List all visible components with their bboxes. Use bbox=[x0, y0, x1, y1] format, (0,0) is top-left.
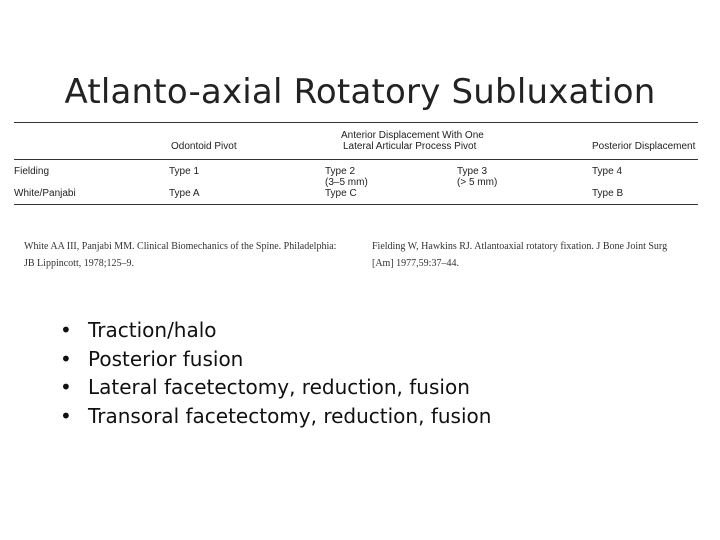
reference-fielding-hawkins bbox=[372, 238, 702, 272]
table-header-rule bbox=[14, 159, 698, 160]
bullet-text: Posterior fusion bbox=[88, 346, 244, 371]
bullet-item bbox=[60, 345, 491, 374]
table-bottom-rule bbox=[14, 204, 698, 205]
bullet-item bbox=[60, 402, 491, 431]
row-fielding-label: Fielding bbox=[14, 166, 50, 177]
classification-table bbox=[14, 122, 698, 206]
bullet-dot-icon: • bbox=[60, 346, 72, 371]
row-white-panjabi-label: White/Panjabi bbox=[14, 188, 76, 199]
fielding-type-1: Type 1 bbox=[169, 166, 200, 177]
header-anterior-line1: Anterior Displacement With One bbox=[341, 130, 484, 141]
reference-right-line2: [Am] 1977,59:37–44. bbox=[372, 258, 459, 269]
header-odontoid-pivot: Odontoid Pivot bbox=[171, 141, 237, 152]
header-anterior-line2: Lateral Articular Process Pivot bbox=[343, 141, 477, 152]
bullet-text: Transoral facetectomy, reduction, fusion bbox=[88, 403, 492, 428]
bullet-dot-icon: • bbox=[60, 403, 72, 428]
table-top-rule bbox=[14, 122, 698, 123]
reference-left-line1: White AA III, Panjabi MM. Clinical Biomechanics of the Spine. Philadelphia: bbox=[24, 241, 337, 252]
bullet-item bbox=[60, 373, 491, 402]
fielding-type-2-range: (3–5 mm) bbox=[325, 177, 368, 188]
bullet-item bbox=[60, 316, 491, 345]
fielding-type-3: Type 3 bbox=[457, 166, 488, 177]
bullet-text: Traction/halo bbox=[88, 318, 217, 342]
header-posterior-displacement: Posterior Displacement bbox=[592, 141, 696, 152]
bullet-dot-icon: • bbox=[60, 375, 72, 399]
fielding-type-3-range: (> 5 mm) bbox=[457, 177, 498, 188]
treatment-bullet-list bbox=[60, 316, 491, 430]
reference-right-line1: Fielding W, Hawkins RJ. Atlantoaxial rotatory fixation. J Bone Joint Surg bbox=[372, 241, 668, 252]
bullet-dot-icon: • bbox=[60, 318, 72, 342]
white-panjabi-type-a: Type A bbox=[169, 188, 200, 199]
slide-title: Atlanto-axial Rotatory Subluxation bbox=[64, 72, 656, 112]
fielding-type-4: Type 4 bbox=[592, 166, 623, 177]
bullet-text: Lateral facetectomy, reduction, fusion bbox=[88, 375, 470, 399]
fielding-type-2: Type 2 bbox=[325, 166, 356, 177]
reference-left-line2: JB Lippincott, 1978;125–9. bbox=[24, 258, 134, 269]
reference-white-panjabi bbox=[24, 238, 364, 272]
white-panjabi-type-b: Type B bbox=[592, 188, 624, 199]
white-panjabi-type-c: Type C bbox=[325, 188, 357, 199]
